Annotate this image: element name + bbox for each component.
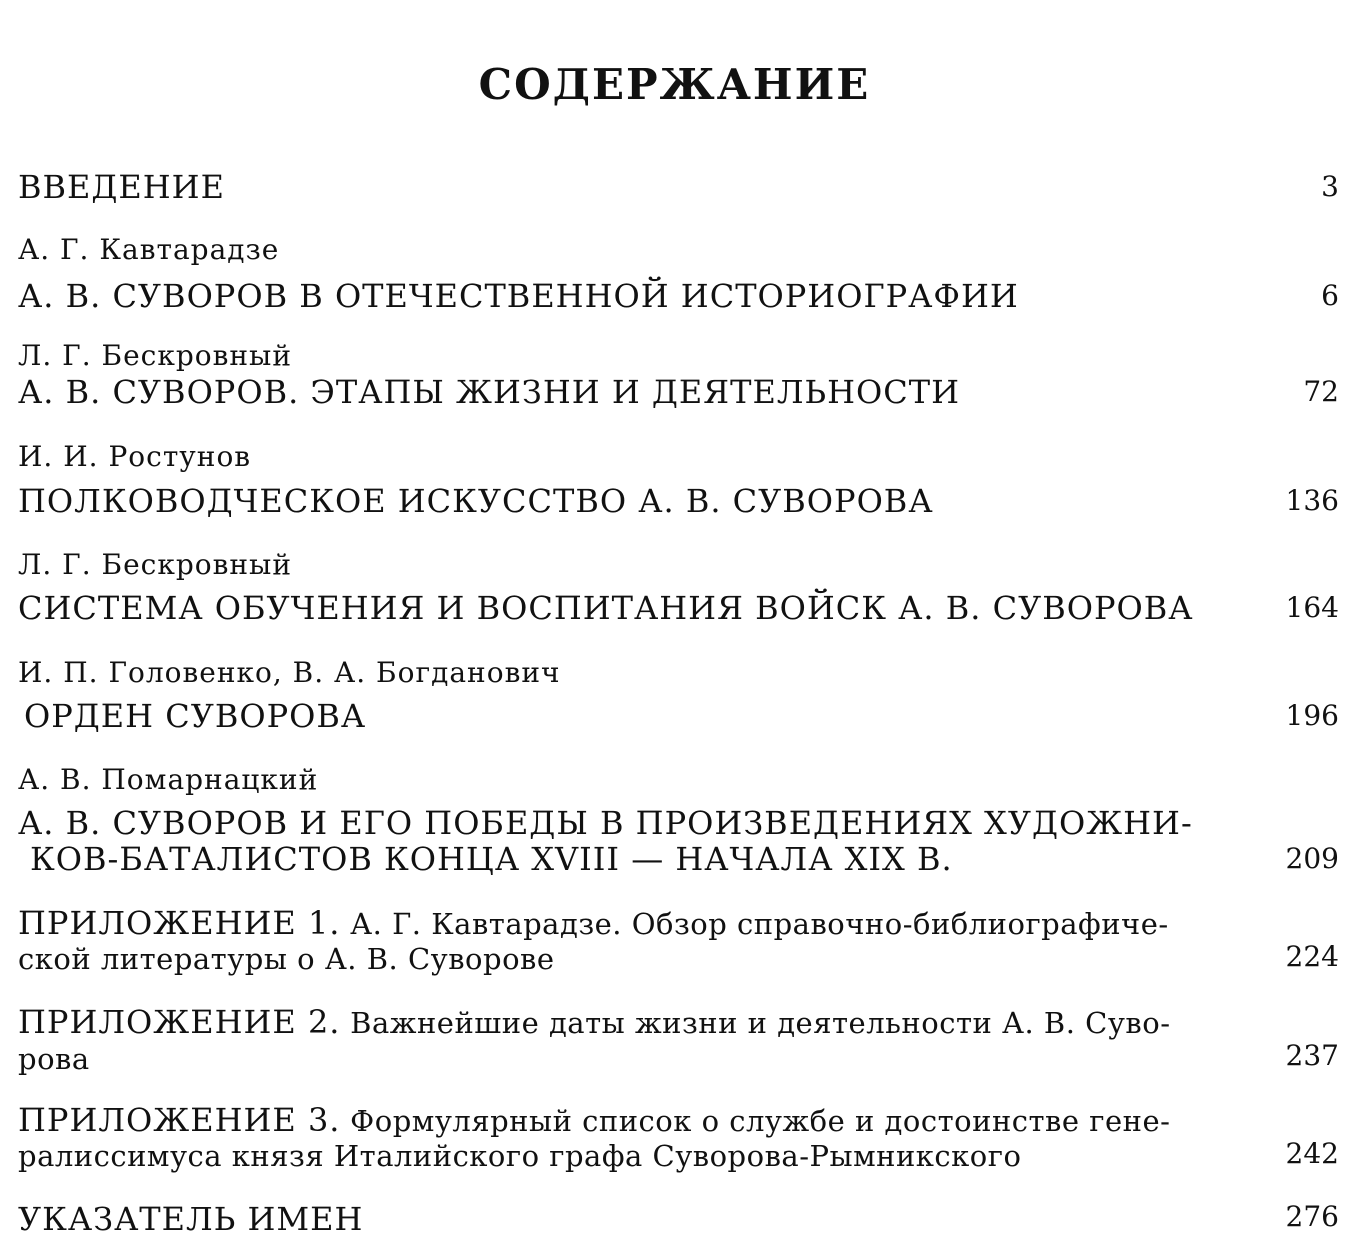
- toc-entry-author: И. П. Головенко, В. А. Богданович: [18, 656, 561, 689]
- toc-entry-author: Л. Г. Бескровный: [18, 339, 292, 372]
- toc-page-number: 237: [1285, 1039, 1339, 1072]
- toc-entry-title[interactable]: ВВЕДЕНИЕ: [18, 168, 225, 206]
- toc-page-number: 224: [1285, 940, 1339, 973]
- toc-page-number: 6: [1321, 279, 1339, 312]
- toc-entry-title[interactable]: А. В. СУВОРОВ. ЭТАПЫ ЖИЗНИ И ДЕЯТЕЛЬНОСТИ: [18, 373, 960, 411]
- toc-entry-title-cont[interactable]: КОВ-БАТАЛИСТОВ КОНЦА XVIII — НАЧАЛА XIX В.: [30, 840, 953, 878]
- appendix-text: Важнейшие даты жизни и деятельности А. В. Суво-: [340, 1006, 1171, 1040]
- toc-page-number: 209: [1285, 842, 1339, 875]
- page-title: СОДЕРЖАНИЕ: [478, 60, 871, 109]
- toc-page-number: 136: [1285, 484, 1339, 517]
- appendix-label: ПРИЛОЖЕНИЕ 1.: [18, 904, 341, 942]
- toc-entry-author: Л. Г. Бескровный: [18, 548, 292, 581]
- toc-entry-appendix-cont[interactable]: рова: [18, 1042, 90, 1076]
- toc-entry-title[interactable]: А. В. СУВОРОВ И ЕГО ПОБЕДЫ В ПРОИЗВЕДЕНИЯХ ХУДОЖНИ-: [18, 804, 1193, 842]
- toc-page-number: 72: [1303, 375, 1339, 408]
- toc-entry-title[interactable]: УКАЗАТЕЛЬ ИМЕН: [18, 1200, 364, 1238]
- appendix-text: А. Г. Кавтарадзе. Обзор справочно-библиографиче-: [340, 907, 1169, 941]
- toc-entry-title[interactable]: А. В. СУВОРОВ В ОТЕЧЕСТВЕННОЙ ИСТОРИОГРАФИИ: [18, 277, 1019, 315]
- toc-entry-appendix[interactable]: [18, 904, 1258, 943]
- toc-entry-author: А. Г. Кавтарадзе: [18, 233, 280, 266]
- toc-page-number: 164: [1285, 591, 1339, 624]
- appendix-text: Формулярный список о службе и достоинстве гене-: [340, 1104, 1171, 1138]
- toc-entry-appendix[interactable]: [18, 1101, 1258, 1140]
- toc-page-number: 3: [1321, 170, 1339, 203]
- toc-entry-title[interactable]: СИСТЕМА ОБУЧЕНИЯ И ВОСПИТАНИЯ ВОЙСК А. В. СУВОРОВА: [18, 589, 1194, 627]
- appendix-label: ПРИЛОЖЕНИЕ 3.: [18, 1101, 341, 1139]
- appendix-label: ПРИЛОЖЕНИЕ 2.: [18, 1003, 341, 1041]
- toc-page-number: 242: [1285, 1137, 1339, 1170]
- toc-entry-appendix-cont[interactable]: ской литературы о А. В. Суворове: [18, 942, 555, 976]
- toc-entry-appendix[interactable]: [18, 1003, 1258, 1042]
- toc-page-number: 196: [1285, 699, 1339, 732]
- toc-entry-author: А. В. Помарнацкий: [18, 763, 319, 796]
- toc-entry-title[interactable]: ПОЛКОВОДЧЕСКОЕ ИСКУССТВО А. В. СУВОРОВА: [18, 482, 934, 520]
- toc-page-number: 276: [1285, 1200, 1339, 1233]
- toc-entry-title[interactable]: ОРДЕН СУВОРОВА: [24, 697, 367, 735]
- toc-entry-author: И. И. Ростунов: [18, 440, 252, 473]
- toc-entry-appendix-cont[interactable]: ралиссимуса князя Италийского графа Суворова-Рымникского: [18, 1139, 1022, 1173]
